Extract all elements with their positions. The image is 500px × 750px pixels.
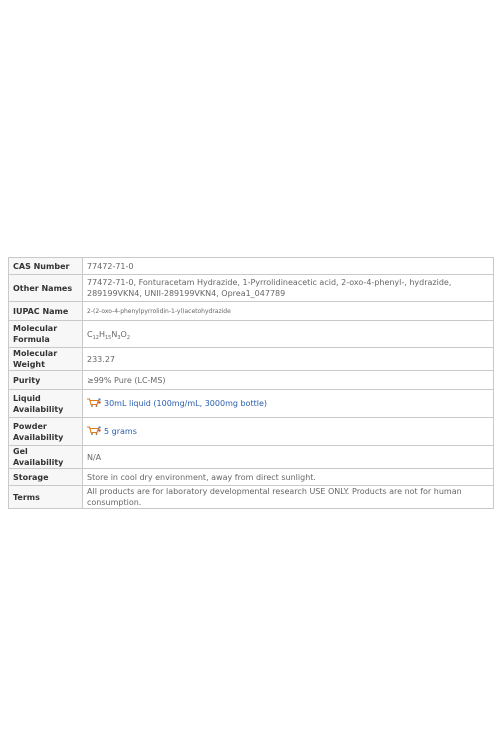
- row-value: ≥99% Pure (LC-MS): [83, 371, 494, 390]
- row-value: All products are for laboratory developmental research USE ONLY. Products are not for human consumption.: [83, 486, 494, 509]
- row-value: 233.27: [83, 348, 494, 371]
- powder-availability-link[interactable]: 5 grams: [104, 427, 137, 436]
- row-value: Store in cool dry environment, away from direct sunlight.: [83, 469, 494, 486]
- row-label: Powder Availability: [9, 418, 83, 446]
- row-label: Other Names: [9, 275, 83, 302]
- table-row-other-names: [9, 275, 494, 302]
- table-row-liquid-availability: [9, 390, 494, 418]
- row-value: [83, 418, 494, 446]
- row-value: 2-(2-oxo-4-phenylpyrrolidin-1-yl)acetohydrazide: [83, 302, 494, 321]
- table-row-cas-number: [9, 258, 494, 275]
- row-label: Molecular Formula: [9, 321, 83, 348]
- row-label: Purity: [9, 371, 83, 390]
- molecular-formula: $C_{12}H_{15}N_3O_2$: [83, 321, 494, 348]
- row-label: Gel Availability: [9, 446, 83, 469]
- row-label: Liquid Availability: [9, 390, 83, 418]
- row-value: N/A: [83, 446, 494, 469]
- row-label: IUPAC Name: [9, 302, 83, 321]
- table-row-terms: [9, 486, 494, 509]
- table-row-gel-availability: [9, 446, 494, 469]
- row-label: Molecular Weight: [9, 348, 83, 371]
- table-row-purity: [9, 371, 494, 390]
- row-value: [83, 390, 494, 418]
- table-row-powder-availability: [9, 418, 494, 446]
- row-value: 77472-71-0, Fonturacetam Hydrazide, 1-Pyrrolidineacetic acid, 2-oxo-4-phenyl-, hydrazide, 289199VKN4, UNII-289199VKN4, Oprea1_047789: [83, 275, 494, 302]
- row-label: CAS Number: [9, 258, 83, 275]
- table-row-iupac-name: [9, 302, 494, 321]
- row-value: 77472-71-0: [83, 258, 494, 275]
- table-row-storage: [9, 469, 494, 486]
- table-row-molecular-weight: [9, 348, 494, 371]
- shopping-cart-icon[interactable]: [87, 426, 101, 435]
- row-label: Storage: [9, 469, 83, 486]
- liquid-availability-link[interactable]: 30mL liquid (100mg/mL, 3000mg bottle): [104, 399, 267, 408]
- row-label: Terms: [9, 486, 83, 509]
- shopping-cart-icon[interactable]: [87, 398, 101, 407]
- product-spec-table: [8, 257, 494, 509]
- table-row-molecular-formula: [9, 321, 494, 348]
